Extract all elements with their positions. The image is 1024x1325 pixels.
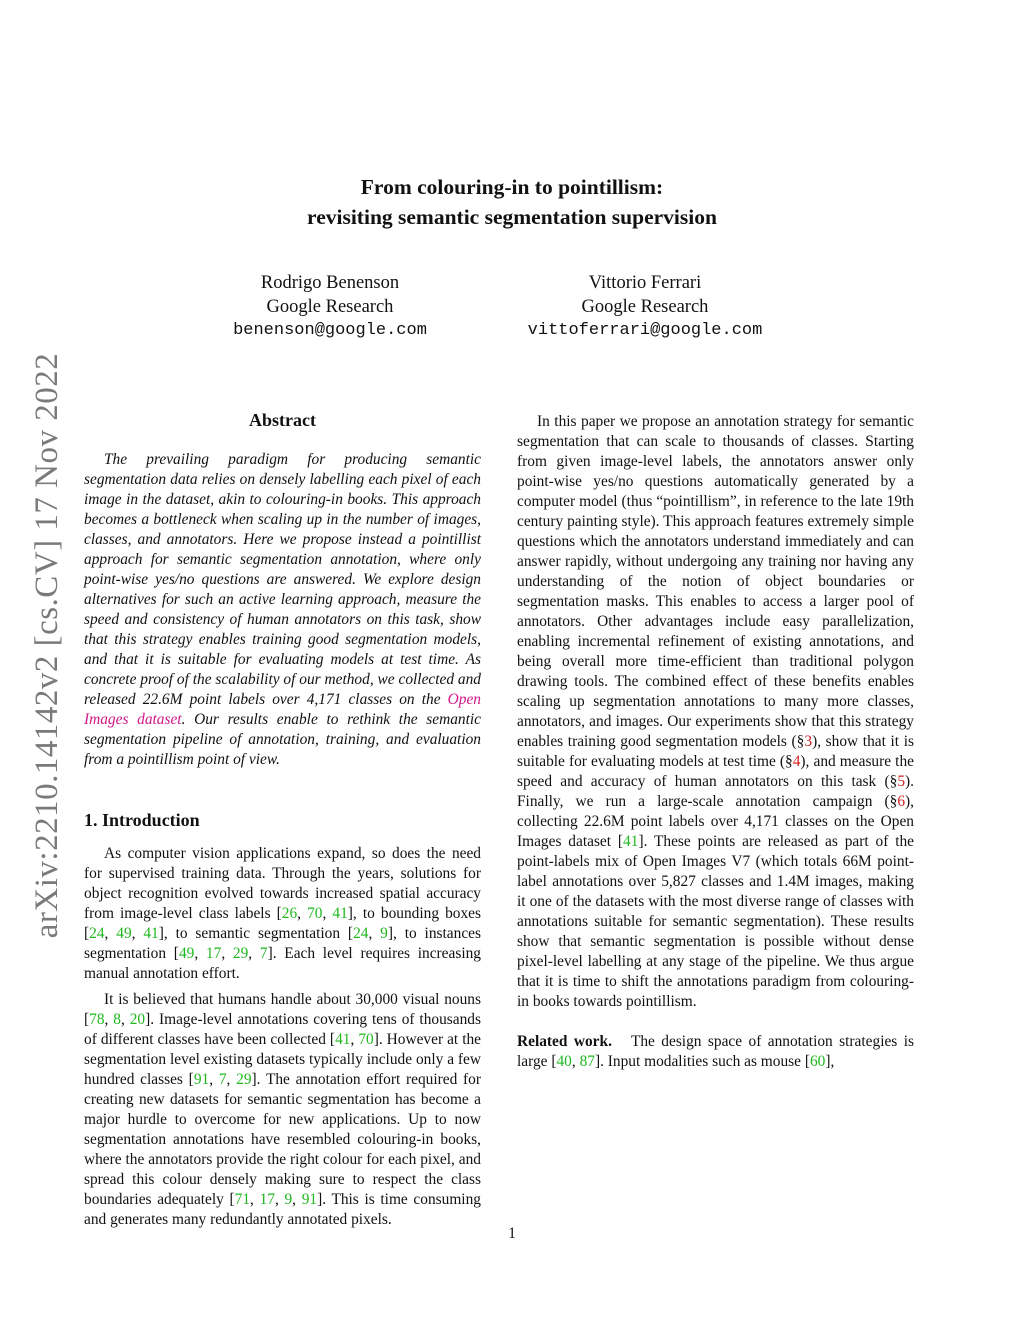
title-line-1: From colouring-in to pointillism: [360,175,664,199]
left-column [84,408,481,1230]
citation-link[interactable]: 29 [232,945,249,962]
citation-link[interactable]: 71 [234,1191,251,1208]
author-block-2 [495,271,795,343]
paper-title [0,172,1024,232]
citation-link[interactable]: 78 [89,1011,105,1028]
citation-link[interactable]: 40 [556,1053,572,1070]
citation-link[interactable]: 41 [143,925,159,942]
intro-paragraph-2-part-1: It is believed that humans handle about 30,000 visual nouns [78, 8, 20]. Image-level annotations covering tens of thousands of different classes have been collected [41, 70]. However at the segmentation level existing datasets typically include only a few hundred classes [91, 7, 29]. The annotation effort required for creating new datasets for semantic segmentation has become a major hurdle to overcome for new applications. Up to now segmentation annotations have resembled colouring-in books, where the annotators provide the right colour for each pixel, and spread this colour densely making sure to respect the class boundaries adequately [71, 17, 9, 91]. This is time consuming and generates many redundantly annotated pixels. [84,991,481,1228]
author-name: Rodrigo Benenson [260,273,400,293]
citation-link[interactable]: 26 [281,905,298,922]
citation-link[interactable]: 49 [178,945,195,962]
related-work-paragraph: Related work. The design space of annotation strategies is large [40, 87]. Input modalities such as mouse [60], [517,1033,914,1070]
section-ref-link[interactable]: 3 [804,733,813,750]
author-email[interactable]: benenson@google.com [233,321,427,340]
abstract-text: The prevailing paradigm for producing semantic segmentation data relies on densely labelling each pixel of each image in the dataset, akin to colouring-in books. This approach becomes a bottleneck when scaling up in the number of images, classes, and annotators. Here we propose instead a pointillist approach for semantic segmentation annotation, where only point-wise yes/no questions are answered. We explore design alternatives for such an active learning approach, measure the speed and consistency of human annotators on this task, show that this strategy enables training good segmentation models, and that it is suitable for evaluating models at test time. As concrete proof of the scalability of our method, we collected and released 22.6M point labels over 4,171 classes on the Open Images dataset. Our results enable to rethink the semantic segmentation pipeline of annotation, training, and evaluation from a pointillism point of view. [84,451,481,768]
citation-link[interactable]: 17 [259,1191,275,1208]
intro-paragraph-1: As computer vision applications expand, so does the need for supervised training data. Through the years, solutions for object recognition evolved towards increased spatial accuracy from image-level class labels [26, 70, 41], to bounding boxes [24, 49, 41], to semantic segmentation [24, 9], to instances segmentation [49, 17, 29, 7]. Each level requires increasing manual annotation effort. [84,845,481,982]
title-line-2: revisiting semantic segmentation supervision [307,205,717,229]
citation-link[interactable]: 41 [335,1031,351,1048]
related-work-heading: Related work. [517,1033,612,1050]
section-ref-link[interactable]: 4 [792,753,801,770]
citation-link[interactable]: 7 [259,945,268,962]
citation-link[interactable]: 70 [358,1031,374,1048]
right-column [517,412,914,1072]
citation-link[interactable]: 24 [89,925,105,942]
open-images-link[interactable]: Open Images dataset [84,691,481,728]
author-email[interactable]: vittoferrari@google.com [527,321,763,340]
citation-link[interactable]: 70 [307,905,323,922]
page-number: 1 [508,1225,516,1242]
citation-link[interactable]: 91 [301,1191,318,1208]
citation-link[interactable]: 17 [205,945,222,962]
citation-link[interactable]: 8 [113,1011,121,1028]
citation-link[interactable]: 41 [623,833,639,850]
citation-link[interactable]: 7 [218,1071,227,1088]
citation-link[interactable]: 87 [579,1053,595,1070]
citation-link[interactable]: 24 [353,925,369,942]
citation-link[interactable]: 9 [380,925,388,942]
abstract-heading: Abstract [249,410,316,430]
arxiv-identifier [26,345,70,945]
citation-link[interactable]: 41 [332,905,348,922]
author-block-1 [210,271,450,343]
section-heading-introduction: 1. Introduction [84,810,200,830]
arxiv-identifier-text: arXiv:2210.14142v2 [cs.CV] 17 Nov 2022 [29,352,66,938]
section-ref-link[interactable]: 6 [897,793,906,810]
citation-link[interactable]: 91 [193,1071,210,1088]
author-affiliation: Google Research [266,297,394,317]
citation-link[interactable]: 60 [809,1053,826,1070]
citation-link[interactable]: 9 [284,1191,293,1208]
citation-link[interactable]: 20 [129,1011,146,1028]
citation-link[interactable]: 29 [236,1071,252,1088]
citation-link[interactable]: 49 [116,925,132,942]
author-name: Vittorio Ferrari [588,273,702,293]
intro-paragraph-3: In this paper we propose an annotation strategy for semantic segmentation that can scale to thousands of classes. Starting from given image-level labels, the annotators answer only point-wise yes/no questions automatically generated by a computer model (thus “pointillism”, in reference to the late 19th century painting style). This approach features extremely simple questions which the annotators understand immediately and can answer rapidly, without undergoing any training nor having any understanding of the notion of object boundaries or segmentation masks. This enables to access a larger pool of annotators. Other advantages include easy parallelization, enabling incremental refinement of existing annotations, and being overall more time-efficient than traditional polygon drawing tools. The combined effect of these benefits enables scaling up segmentation annotations to many more classes, annotators, and images. Our experiments show that this strategy enables training good segmentation models (§3), show that it is suitable for evaluating models at test time (§4), and measure the speed and accuracy of human annotators on this task (§5). Finally, we run a large-scale annotation campaign (§6), collecting 22.6M point labels over 4,171 classes on the Open Images dataset [41]. These points are released as part of the point-labels mix of Open Images V7 (which totals 66M point-label annotations over 5,827 classes and 1.4M images, making it one of the datasets with the most diverse range of classes with annotations suitable for semantic segmentation). These results show that semantic segmentation is possible without dense pixel-level labelling at any stage of the pipeline. We thus argue that it is time to shift the annotations paradigm from colouring-in books towards pointillism. [517,413,915,1010]
author-affiliation: Google Research [581,297,709,317]
section-ref-link[interactable]: 5 [897,773,906,790]
